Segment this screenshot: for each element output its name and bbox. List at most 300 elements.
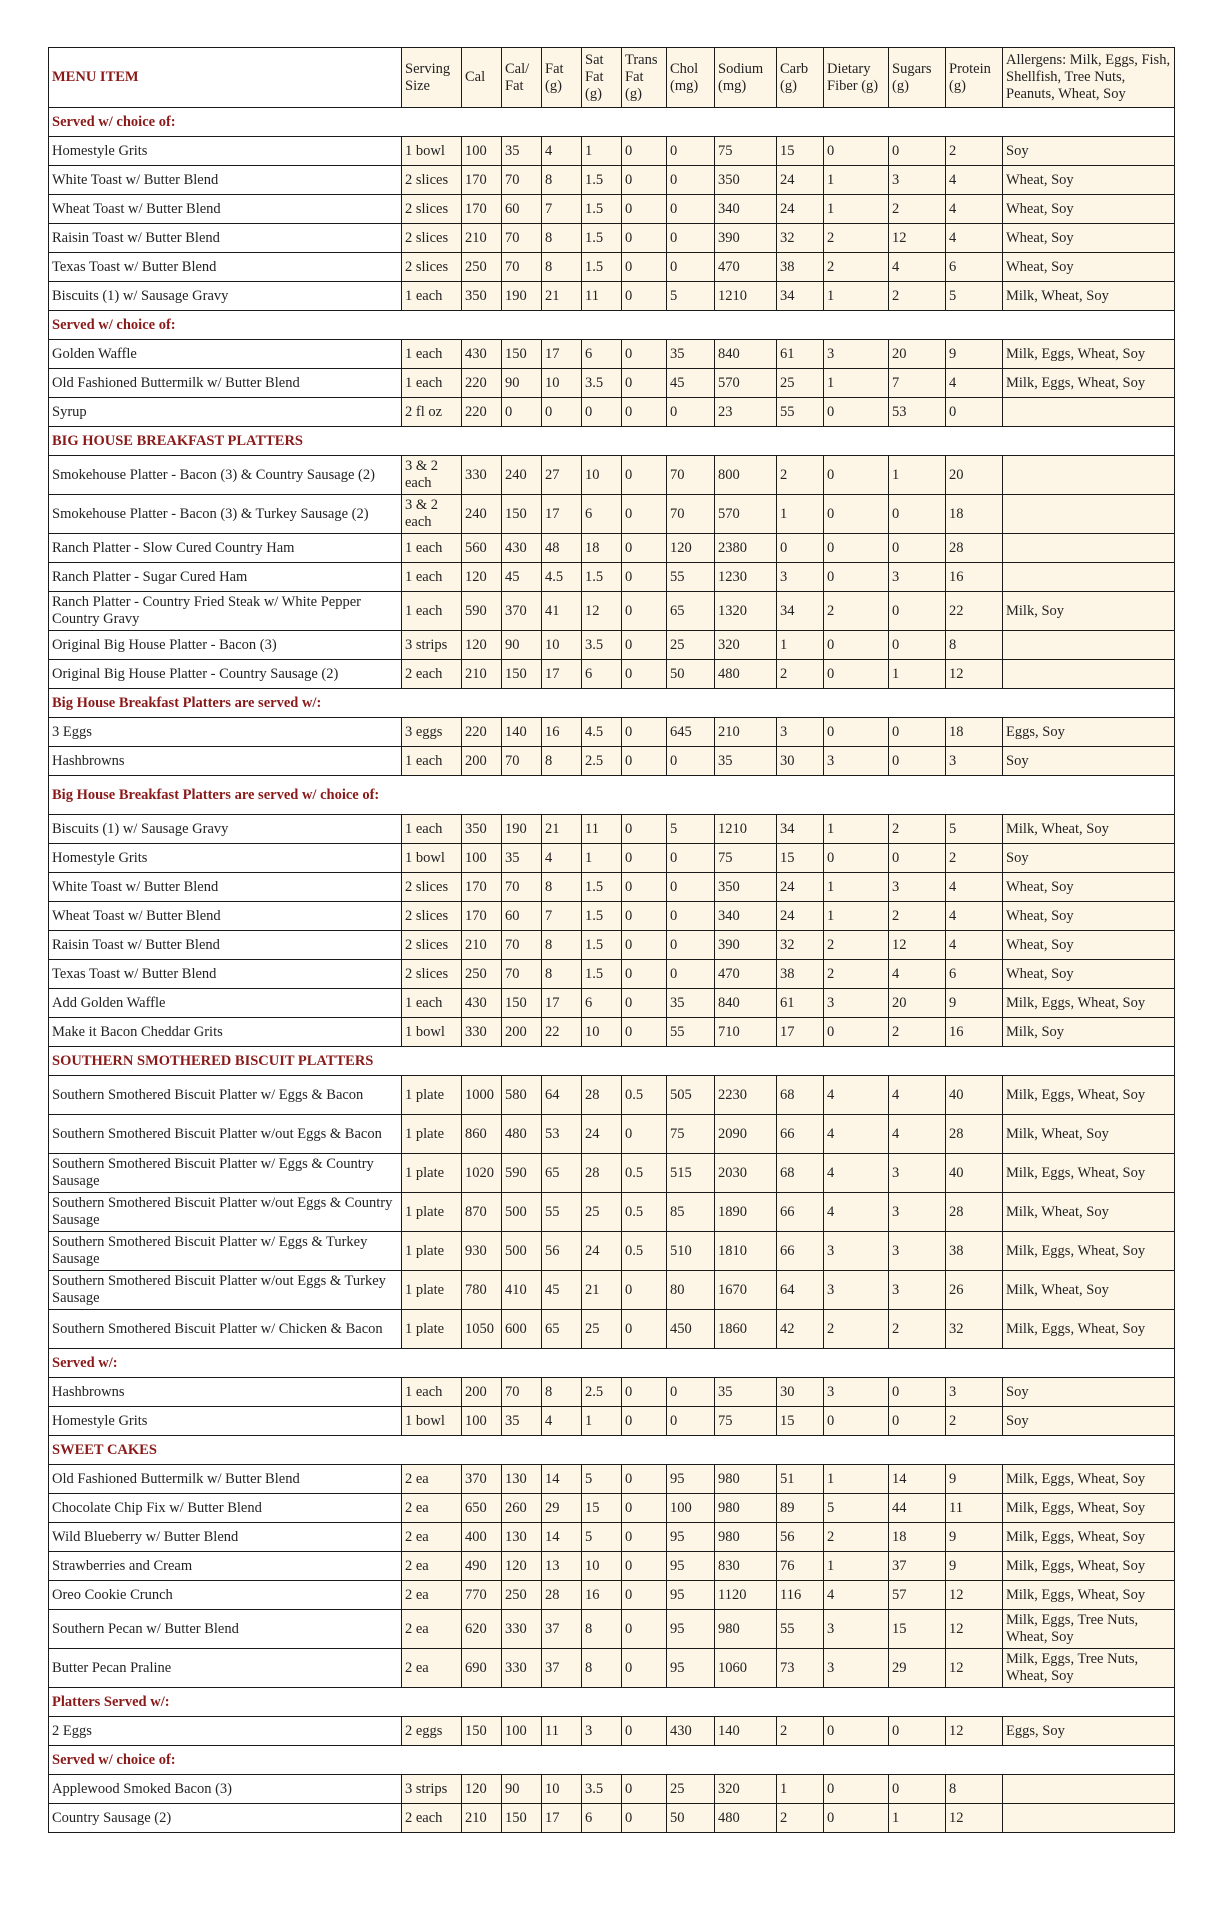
fat-cell: 17: [542, 989, 582, 1018]
carb-cell: 2: [777, 1717, 824, 1746]
carb-cell: 64: [777, 1271, 824, 1310]
calories-cell: 120: [462, 631, 502, 660]
table-row: [49, 1154, 1175, 1193]
carb-cell: 30: [777, 1378, 824, 1407]
calories-from-fat-cell: 600: [502, 1310, 542, 1349]
calories-from-fat-cell: 150: [502, 660, 542, 689]
header-trans-fat: Trans Fat (g): [622, 48, 667, 108]
carb-cell: 55: [777, 398, 824, 427]
protein-cell: 3: [946, 1378, 1003, 1407]
sugars-cell: 15: [889, 1610, 946, 1649]
protein-cell: 12: [946, 1717, 1003, 1746]
sodium-cell: 570: [715, 495, 777, 534]
header-protein: Protein (g): [946, 48, 1003, 108]
sat-fat-cell: 11: [582, 815, 622, 844]
sugars-cell: 44: [889, 1494, 946, 1523]
sodium-cell: 1810: [715, 1232, 777, 1271]
trans-fat-cell: 0: [622, 456, 667, 495]
sugars-cell: 53: [889, 398, 946, 427]
carb-cell: 34: [777, 815, 824, 844]
section-header-row: [49, 311, 1175, 340]
calories-cell: 350: [462, 815, 502, 844]
allergens-cell: Wheat, Soy: [1003, 253, 1175, 282]
fat-cell: 29: [542, 1494, 582, 1523]
cholesterol-cell: 100: [667, 1494, 715, 1523]
allergens-cell: Milk, Eggs, Wheat, Soy: [1003, 369, 1175, 398]
protein-cell: 40: [946, 1076, 1003, 1115]
protein-cell: 4: [946, 931, 1003, 960]
table-row: [49, 398, 1175, 427]
sat-fat-cell: 3.5: [582, 369, 622, 398]
table-row: [49, 1775, 1175, 1804]
dietary-fiber-cell: 0: [824, 495, 889, 534]
cholesterol-cell: 645: [667, 718, 715, 747]
trans-fat-cell: 0.5: [622, 1076, 667, 1115]
table-row: [49, 1552, 1175, 1581]
section-label: Served w/:: [49, 1349, 1175, 1378]
calories-cell: 210: [462, 660, 502, 689]
table-row: [49, 931, 1175, 960]
table-row: [49, 1494, 1175, 1523]
calories-from-fat-cell: 130: [502, 1523, 542, 1552]
table-row: [49, 369, 1175, 398]
protein-cell: 32: [946, 1310, 1003, 1349]
calories-from-fat-cell: 35: [502, 137, 542, 166]
menu-item-name-cell: Southern Smothered Biscuit Platter w/ Eggs & Turkey Sausage: [49, 1232, 402, 1271]
dietary-fiber-cell: 1: [824, 902, 889, 931]
serving-size-cell: 1 bowl: [402, 1407, 462, 1436]
serving-size-cell: 2 ea: [402, 1465, 462, 1494]
protein-cell: 9: [946, 1552, 1003, 1581]
calories-from-fat-cell: 480: [502, 1115, 542, 1154]
sugars-cell: 2: [889, 195, 946, 224]
serving-size-cell: 2 each: [402, 1804, 462, 1833]
calories-cell: 780: [462, 1271, 502, 1310]
trans-fat-cell: 0: [622, 1523, 667, 1552]
serving-size-cell: 3 & 2 each: [402, 495, 462, 534]
serving-size-cell: 1 plate: [402, 1232, 462, 1271]
serving-size-cell: 2 slices: [402, 931, 462, 960]
calories-from-fat-cell: 150: [502, 989, 542, 1018]
sodium-cell: 980: [715, 1465, 777, 1494]
section-header-row: [49, 1047, 1175, 1076]
cholesterol-cell: 95: [667, 1523, 715, 1552]
allergens-cell: Milk, Eggs, Wheat, Soy: [1003, 1581, 1175, 1610]
carb-cell: 3: [777, 718, 824, 747]
sugars-cell: 3: [889, 563, 946, 592]
table-row: [49, 1115, 1175, 1154]
serving-size-cell: 1 plate: [402, 1154, 462, 1193]
protein-cell: 38: [946, 1232, 1003, 1271]
trans-fat-cell: 0: [622, 1717, 667, 1746]
cholesterol-cell: 505: [667, 1076, 715, 1115]
calories-from-fat-cell: 60: [502, 902, 542, 931]
section-header-row: [49, 1436, 1175, 1465]
table-row: [49, 1310, 1175, 1349]
dietary-fiber-cell: 4: [824, 1193, 889, 1232]
calories-cell: 100: [462, 1407, 502, 1436]
calories-from-fat-cell: 430: [502, 534, 542, 563]
cholesterol-cell: 0: [667, 931, 715, 960]
fat-cell: 56: [542, 1232, 582, 1271]
carb-cell: 2: [777, 1804, 824, 1833]
table-row: [49, 1465, 1175, 1494]
dietary-fiber-cell: 1: [824, 166, 889, 195]
calories-from-fat-cell: 260: [502, 1494, 542, 1523]
dietary-fiber-cell: 1: [824, 873, 889, 902]
calories-cell: 690: [462, 1649, 502, 1688]
calories-from-fat-cell: 35: [502, 1407, 542, 1436]
sugars-cell: 4: [889, 1115, 946, 1154]
table-row: [49, 1193, 1175, 1232]
table-row: [49, 1378, 1175, 1407]
calories-cell: 430: [462, 340, 502, 369]
cholesterol-cell: 0: [667, 253, 715, 282]
sat-fat-cell: 1: [582, 844, 622, 873]
sat-fat-cell: 1.5: [582, 224, 622, 253]
fat-cell: 7: [542, 195, 582, 224]
sat-fat-cell: 12: [582, 592, 622, 631]
calories-cell: 350: [462, 282, 502, 311]
sat-fat-cell: 3.5: [582, 1775, 622, 1804]
dietary-fiber-cell: 2: [824, 960, 889, 989]
sat-fat-cell: 1.5: [582, 902, 622, 931]
sat-fat-cell: 3: [582, 1717, 622, 1746]
menu-item-name-cell: Southern Smothered Biscuit Platter w/ Chicken & Bacon: [49, 1310, 402, 1349]
menu-item-name-cell: Hashbrowns: [49, 747, 402, 776]
calories-cell: 210: [462, 1804, 502, 1833]
fat-cell: 64: [542, 1076, 582, 1115]
section-label: Big House Breakfast Platters are served w/:: [49, 689, 1175, 718]
protein-cell: 8: [946, 1775, 1003, 1804]
carb-cell: 89: [777, 1494, 824, 1523]
calories-cell: 120: [462, 1775, 502, 1804]
serving-size-cell: 1 bowl: [402, 137, 462, 166]
allergens-cell: Wheat, Soy: [1003, 902, 1175, 931]
cholesterol-cell: 0: [667, 1407, 715, 1436]
sat-fat-cell: 1.5: [582, 166, 622, 195]
protein-cell: 9: [946, 989, 1003, 1018]
section-label: Big House Breakfast Platters are served w/ choice of:: [49, 776, 1175, 815]
sugars-cell: 0: [889, 1717, 946, 1746]
header-chol: Chol (mg): [667, 48, 715, 108]
sat-fat-cell: 1: [582, 1407, 622, 1436]
calories-from-fat-cell: 590: [502, 1154, 542, 1193]
sugars-cell: 4: [889, 960, 946, 989]
fat-cell: 65: [542, 1310, 582, 1349]
sugars-cell: 0: [889, 534, 946, 563]
allergens-cell: Milk, Eggs, Wheat, Soy: [1003, 989, 1175, 1018]
calories-cell: 650: [462, 1494, 502, 1523]
serving-size-cell: 1 each: [402, 815, 462, 844]
fat-cell: 55: [542, 1193, 582, 1232]
trans-fat-cell: 0: [622, 224, 667, 253]
table-row: [49, 815, 1175, 844]
carb-cell: 15: [777, 844, 824, 873]
dietary-fiber-cell: 0: [824, 1018, 889, 1047]
allergens-cell: Eggs, Soy: [1003, 1717, 1175, 1746]
cholesterol-cell: 515: [667, 1154, 715, 1193]
table-row: [49, 902, 1175, 931]
dietary-fiber-cell: 3: [824, 1649, 889, 1688]
calories-from-fat-cell: 70: [502, 747, 542, 776]
sugars-cell: 3: [889, 1193, 946, 1232]
sugars-cell: 4: [889, 253, 946, 282]
menu-item-name-cell: Biscuits (1) w/ Sausage Gravy: [49, 282, 402, 311]
protein-cell: 8: [946, 631, 1003, 660]
cholesterol-cell: 0: [667, 747, 715, 776]
sodium-cell: 1320: [715, 592, 777, 631]
calories-from-fat-cell: 90: [502, 631, 542, 660]
serving-size-cell: 2 slices: [402, 253, 462, 282]
carb-cell: 34: [777, 592, 824, 631]
cholesterol-cell: 25: [667, 631, 715, 660]
allergens-cell: Wheat, Soy: [1003, 931, 1175, 960]
cholesterol-cell: 80: [667, 1271, 715, 1310]
trans-fat-cell: 0: [622, 592, 667, 631]
fat-cell: 4: [542, 844, 582, 873]
section-header-row: [49, 108, 1175, 137]
fat-cell: 8: [542, 747, 582, 776]
protein-cell: 40: [946, 1154, 1003, 1193]
sugars-cell: 0: [889, 1775, 946, 1804]
carb-cell: 0: [777, 534, 824, 563]
sodium-cell: 570: [715, 369, 777, 398]
carb-cell: 56: [777, 1523, 824, 1552]
trans-fat-cell: 0: [622, 931, 667, 960]
menu-item-name-cell: Chocolate Chip Fix w/ Butter Blend: [49, 1494, 402, 1523]
sugars-cell: 0: [889, 495, 946, 534]
cholesterol-cell: 70: [667, 456, 715, 495]
sat-fat-cell: 5: [582, 1465, 622, 1494]
serving-size-cell: 2 ea: [402, 1649, 462, 1688]
dietary-fiber-cell: 3: [824, 1232, 889, 1271]
sodium-cell: 480: [715, 660, 777, 689]
trans-fat-cell: 0: [622, 1310, 667, 1349]
calories-from-fat-cell: 90: [502, 369, 542, 398]
calories-cell: 330: [462, 1018, 502, 1047]
menu-item-name-cell: Wild Blueberry w/ Butter Blend: [49, 1523, 402, 1552]
section-header-row: [49, 1349, 1175, 1378]
fat-cell: 48: [542, 534, 582, 563]
allergens-cell: [1003, 456, 1175, 495]
carb-cell: 24: [777, 873, 824, 902]
calories-cell: 870: [462, 1193, 502, 1232]
fat-cell: 41: [542, 592, 582, 631]
dietary-fiber-cell: 1: [824, 1465, 889, 1494]
trans-fat-cell: 0: [622, 660, 667, 689]
calories-cell: 170: [462, 166, 502, 195]
fat-cell: 14: [542, 1465, 582, 1494]
calories-cell: 210: [462, 931, 502, 960]
fat-cell: 8: [542, 873, 582, 902]
header-fat: Fat (g): [542, 48, 582, 108]
menu-item-name-cell: Smokehouse Platter - Bacon (3) & Turkey Sausage (2): [49, 495, 402, 534]
sat-fat-cell: 24: [582, 1115, 622, 1154]
protein-cell: 2: [946, 1407, 1003, 1436]
carb-cell: 30: [777, 747, 824, 776]
protein-cell: 4: [946, 873, 1003, 902]
trans-fat-cell: 0: [622, 563, 667, 592]
dietary-fiber-cell: 3: [824, 1610, 889, 1649]
header-cal: Cal: [462, 48, 502, 108]
calories-cell: 430: [462, 989, 502, 1018]
dietary-fiber-cell: 0: [824, 456, 889, 495]
trans-fat-cell: 0: [622, 1115, 667, 1154]
table-row: [49, 1407, 1175, 1436]
carb-cell: 24: [777, 166, 824, 195]
protein-cell: 6: [946, 253, 1003, 282]
serving-size-cell: 3 strips: [402, 1775, 462, 1804]
header-sat-fat: Sat Fat (g): [582, 48, 622, 108]
calories-from-fat-cell: 130: [502, 1465, 542, 1494]
sat-fat-cell: 28: [582, 1076, 622, 1115]
section-label: Platters Served w/:: [49, 1688, 1175, 1717]
fat-cell: 10: [542, 631, 582, 660]
sodium-cell: 35: [715, 1378, 777, 1407]
table-row: [49, 224, 1175, 253]
calories-cell: 1020: [462, 1154, 502, 1193]
protein-cell: 12: [946, 1581, 1003, 1610]
calories-cell: 200: [462, 747, 502, 776]
serving-size-cell: 2 ea: [402, 1494, 462, 1523]
cholesterol-cell: 75: [667, 1115, 715, 1154]
calories-cell: 1000: [462, 1076, 502, 1115]
cholesterol-cell: 430: [667, 1717, 715, 1746]
protein-cell: 12: [946, 1804, 1003, 1833]
serving-size-cell: 1 plate: [402, 1076, 462, 1115]
sat-fat-cell: 6: [582, 660, 622, 689]
cholesterol-cell: 35: [667, 989, 715, 1018]
dietary-fiber-cell: 2: [824, 931, 889, 960]
dietary-fiber-cell: 3: [824, 989, 889, 1018]
calories-cell: 240: [462, 495, 502, 534]
fat-cell: 21: [542, 282, 582, 311]
sat-fat-cell: 1: [582, 137, 622, 166]
menu-item-name-cell: Homestyle Grits: [49, 1407, 402, 1436]
fat-cell: 37: [542, 1610, 582, 1649]
cholesterol-cell: 95: [667, 1581, 715, 1610]
fat-cell: 4.5: [542, 563, 582, 592]
table-row: [49, 844, 1175, 873]
allergens-cell: Milk, Wheat, Soy: [1003, 282, 1175, 311]
serving-size-cell: 3 eggs: [402, 718, 462, 747]
trans-fat-cell: 0: [622, 631, 667, 660]
menu-item-name-cell: Golden Waffle: [49, 340, 402, 369]
cholesterol-cell: 55: [667, 1018, 715, 1047]
fat-cell: 8: [542, 253, 582, 282]
sugars-cell: 18: [889, 1523, 946, 1552]
sat-fat-cell: 1.5: [582, 563, 622, 592]
calories-from-fat-cell: 500: [502, 1232, 542, 1271]
fat-cell: 28: [542, 1581, 582, 1610]
carb-cell: 61: [777, 340, 824, 369]
serving-size-cell: 3 & 2 each: [402, 456, 462, 495]
calories-cell: 370: [462, 1465, 502, 1494]
section-label: Served w/ choice of:: [49, 1746, 1175, 1775]
section-label: SWEET CAKES: [49, 1436, 1175, 1465]
trans-fat-cell: 0: [622, 873, 667, 902]
allergens-cell: Soy: [1003, 844, 1175, 873]
carb-cell: 32: [777, 931, 824, 960]
fat-cell: 21: [542, 815, 582, 844]
fat-cell: 17: [542, 660, 582, 689]
nutrition-document: [48, 47, 1174, 1833]
carb-cell: 25: [777, 369, 824, 398]
protein-cell: 4: [946, 166, 1003, 195]
fat-cell: 14: [542, 1523, 582, 1552]
allergens-cell: Milk, Soy: [1003, 592, 1175, 631]
fat-cell: 65: [542, 1154, 582, 1193]
fat-cell: 8: [542, 960, 582, 989]
section-label: BIG HOUSE BREAKFAST PLATTERS: [49, 427, 1175, 456]
allergens-cell: Milk, Eggs, Wheat, Soy: [1003, 340, 1175, 369]
sat-fat-cell: 11: [582, 282, 622, 311]
fat-cell: 8: [542, 166, 582, 195]
menu-item-name-cell: Raisin Toast w/ Butter Blend: [49, 224, 402, 253]
trans-fat-cell: 0: [622, 844, 667, 873]
table-row: [49, 137, 1175, 166]
nutrition-table-body: [49, 108, 1175, 1833]
dietary-fiber-cell: 1: [824, 369, 889, 398]
sodium-cell: 390: [715, 224, 777, 253]
cholesterol-cell: 70: [667, 495, 715, 534]
trans-fat-cell: 0: [622, 340, 667, 369]
allergens-cell: [1003, 398, 1175, 427]
trans-fat-cell: 0.5: [622, 1154, 667, 1193]
calories-from-fat-cell: 330: [502, 1649, 542, 1688]
calories-cell: 250: [462, 960, 502, 989]
allergens-cell: Milk, Soy: [1003, 1018, 1175, 1047]
sodium-cell: 1670: [715, 1271, 777, 1310]
dietary-fiber-cell: 0: [824, 1775, 889, 1804]
sodium-cell: 320: [715, 631, 777, 660]
carb-cell: 38: [777, 253, 824, 282]
protein-cell: 0: [946, 398, 1003, 427]
menu-item-name-cell: Texas Toast w/ Butter Blend: [49, 960, 402, 989]
sat-fat-cell: 1.5: [582, 960, 622, 989]
calories-from-fat-cell: 500: [502, 1193, 542, 1232]
table-row: [49, 195, 1175, 224]
calories-cell: 590: [462, 592, 502, 631]
dietary-fiber-cell: 0: [824, 1407, 889, 1436]
sodium-cell: 2230: [715, 1076, 777, 1115]
calories-cell: 100: [462, 137, 502, 166]
serving-size-cell: 2 slices: [402, 224, 462, 253]
table-row: [49, 631, 1175, 660]
fat-cell: 22: [542, 1018, 582, 1047]
dietary-fiber-cell: 0: [824, 137, 889, 166]
calories-from-fat-cell: 330: [502, 1610, 542, 1649]
menu-item-name-cell: Add Golden Waffle: [49, 989, 402, 1018]
menu-item-name-cell: Old Fashioned Buttermilk w/ Butter Blend: [49, 1465, 402, 1494]
table-row: [49, 660, 1175, 689]
serving-size-cell: 2 eggs: [402, 1717, 462, 1746]
calories-from-fat-cell: 120: [502, 1552, 542, 1581]
cholesterol-cell: 35: [667, 340, 715, 369]
calories-cell: 120: [462, 563, 502, 592]
calories-from-fat-cell: 0: [502, 398, 542, 427]
calories-from-fat-cell: 70: [502, 253, 542, 282]
allergens-cell: Milk, Wheat, Soy: [1003, 1193, 1175, 1232]
serving-size-cell: 2 slices: [402, 902, 462, 931]
table-row: [49, 166, 1175, 195]
allergens-cell: Milk, Eggs, Tree Nuts, Wheat, Soy: [1003, 1649, 1175, 1688]
sodium-cell: 2090: [715, 1115, 777, 1154]
sat-fat-cell: 16: [582, 1581, 622, 1610]
menu-item-name-cell: White Toast w/ Butter Blend: [49, 166, 402, 195]
table-row: [49, 1804, 1175, 1833]
